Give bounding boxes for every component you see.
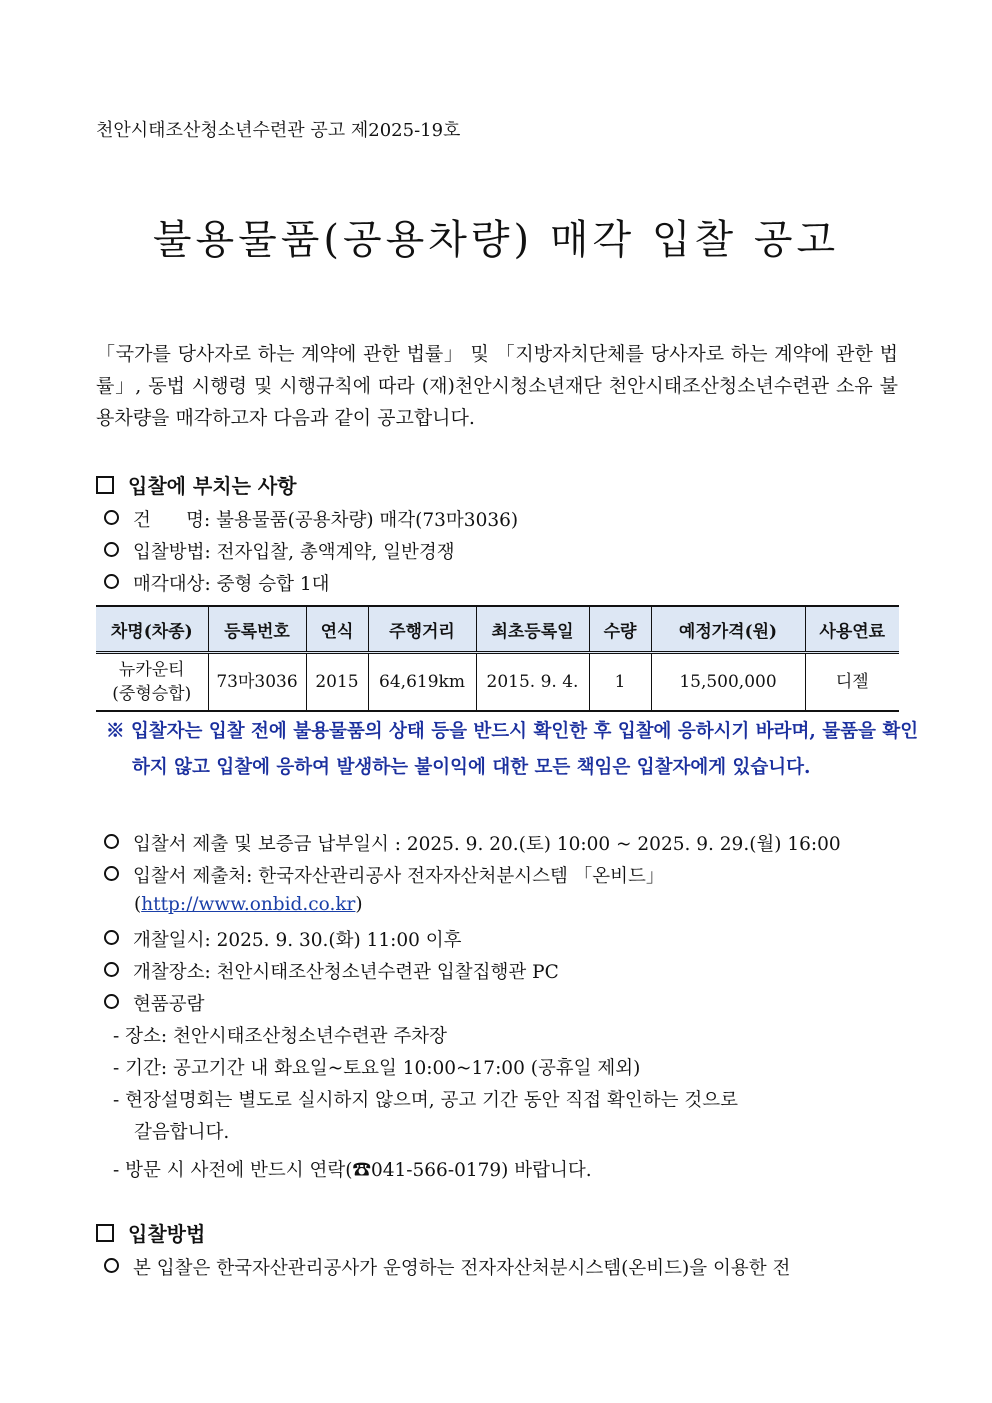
table-header-cell: 등록번호 xyxy=(208,606,306,653)
square-bullet-icon xyxy=(96,476,114,494)
cell-model-year: 2015 xyxy=(306,653,368,712)
item-submission-period: 입찰서 제출 및 보증금 납부일시 : 2025. 9. 20.(토) 10:00 ~ 2025. 9. 29.(월) 16:00 xyxy=(104,830,841,856)
onbid-link-line: (http://www.onbid.co.kr) xyxy=(134,894,363,915)
inspection-note: - 현장설명회는 별도로 실시하지 않으며, 공고 기간 동안 직접 확인하는 것으로 xyxy=(113,1090,738,1111)
notice-number: 천안시태조산청소년수련관 공고 제2025-19호 xyxy=(96,120,461,141)
vehicle-table xyxy=(96,605,899,712)
onbid-link[interactable]: http://www.onbid.co.kr xyxy=(141,894,356,915)
circle-bullet-icon xyxy=(104,574,119,589)
circle-bullet-icon xyxy=(104,994,119,1009)
table-header-cell: 예정가격(원) xyxy=(651,606,805,653)
page-title: 불용물품(공용차량) 매각 입찰 공고 xyxy=(152,217,840,263)
item-subject: 건 명: 불용물품(공용차량) 매각(73마3036) xyxy=(104,506,518,532)
cell-first-registration: 2015. 9. 4. xyxy=(476,653,589,712)
table-header-cell: 연식 xyxy=(306,606,368,653)
table-header-cell: 차명(차종) xyxy=(96,606,208,653)
table-header-row xyxy=(96,606,899,653)
table-header-cell: 사용연료 xyxy=(805,606,899,653)
item-bid-method-desc: 본 입찰은 한국자산관리공사가 운영하는 전자자산처분시스템(온비드)을 이용한 전 xyxy=(104,1254,790,1280)
table-header-cell: 최초등록일 xyxy=(476,606,589,653)
item-submission-place: 입찰서 제출처: 한국자산관리공사 전자자산처분시스템 「온비드」 xyxy=(104,862,664,888)
section-heading-bid-method: 입찰방법 xyxy=(96,1218,205,1247)
inspection-note-continued: 갈음합니다. xyxy=(134,1122,230,1143)
item-inspection: 현품공람 xyxy=(104,990,204,1016)
inspection-period: - 기간: 공고기간 내 화요일~토요일 10:00~17:00 (공휴일 제외) xyxy=(113,1058,641,1079)
cell-fuel: 디젤 xyxy=(805,653,899,712)
item-opening-time: 개찰일시: 2025. 9. 30.(화) 11:00 이후 xyxy=(104,926,462,952)
intro-paragraph: 「국가를 당사자로 하는 계약에 관한 법률」 및 「지방자치단체를 당사자로 하는 계약에 관한 법률」, 동법 시행령 및 시행규칙에 따라 (재)천안시청소년재단 천안시태조산청소년수련관 소유 불용차량을 매각하고자 다음과 같이 공고합니다. xyxy=(96,343,898,429)
circle-bullet-icon xyxy=(104,834,119,849)
table-row xyxy=(96,653,899,712)
cell-mileage: 64,619km xyxy=(368,653,476,712)
item-sale-target: 매각대상: 중형 승합 1대 xyxy=(104,570,330,596)
inspection-place: - 장소: 천안시태조산청소년수련관 주차장 xyxy=(113,1026,447,1047)
circle-bullet-icon xyxy=(104,930,119,945)
cell-expected-price: 15,500,000 xyxy=(651,653,805,712)
warning-notice: ※ 입찰자는 입찰 전에 불용물품의 상태 등을 반드시 확인한 후 입찰에 응하시기 바라며, 물품을 확인하지 않고 입찰에 응하여 발생하는 불이익에 대한 모든 책임은 입찰자에게 있습니다. xyxy=(106,721,919,778)
cell-registration-number: 73마3036 xyxy=(208,653,306,712)
circle-bullet-icon xyxy=(104,962,119,977)
cell-quantity: 1 xyxy=(589,653,651,712)
circle-bullet-icon xyxy=(104,1258,119,1273)
section-heading-bid-items: 입찰에 부치는 사항 xyxy=(96,470,297,499)
visit-contact-note: - 방문 시 사전에 반드시 연락(☎041-566-0179) 바랍니다. xyxy=(113,1160,592,1181)
item-bid-method: 입찰방법: 전자입찰, 총액계약, 일반경쟁 xyxy=(104,538,455,564)
item-opening-place: 개찰장소: 천안시태조산청소년수련관 입찰집행관 PC xyxy=(104,958,559,984)
circle-bullet-icon xyxy=(104,866,119,881)
table-header-cell: 주행거리 xyxy=(368,606,476,653)
circle-bullet-icon xyxy=(104,542,119,557)
cell-vehicle-name: 뉴카운티 (중형승합) xyxy=(96,653,208,712)
circle-bullet-icon xyxy=(104,510,119,525)
table-header-cell: 수량 xyxy=(589,606,651,653)
square-bullet-icon xyxy=(96,1224,114,1242)
